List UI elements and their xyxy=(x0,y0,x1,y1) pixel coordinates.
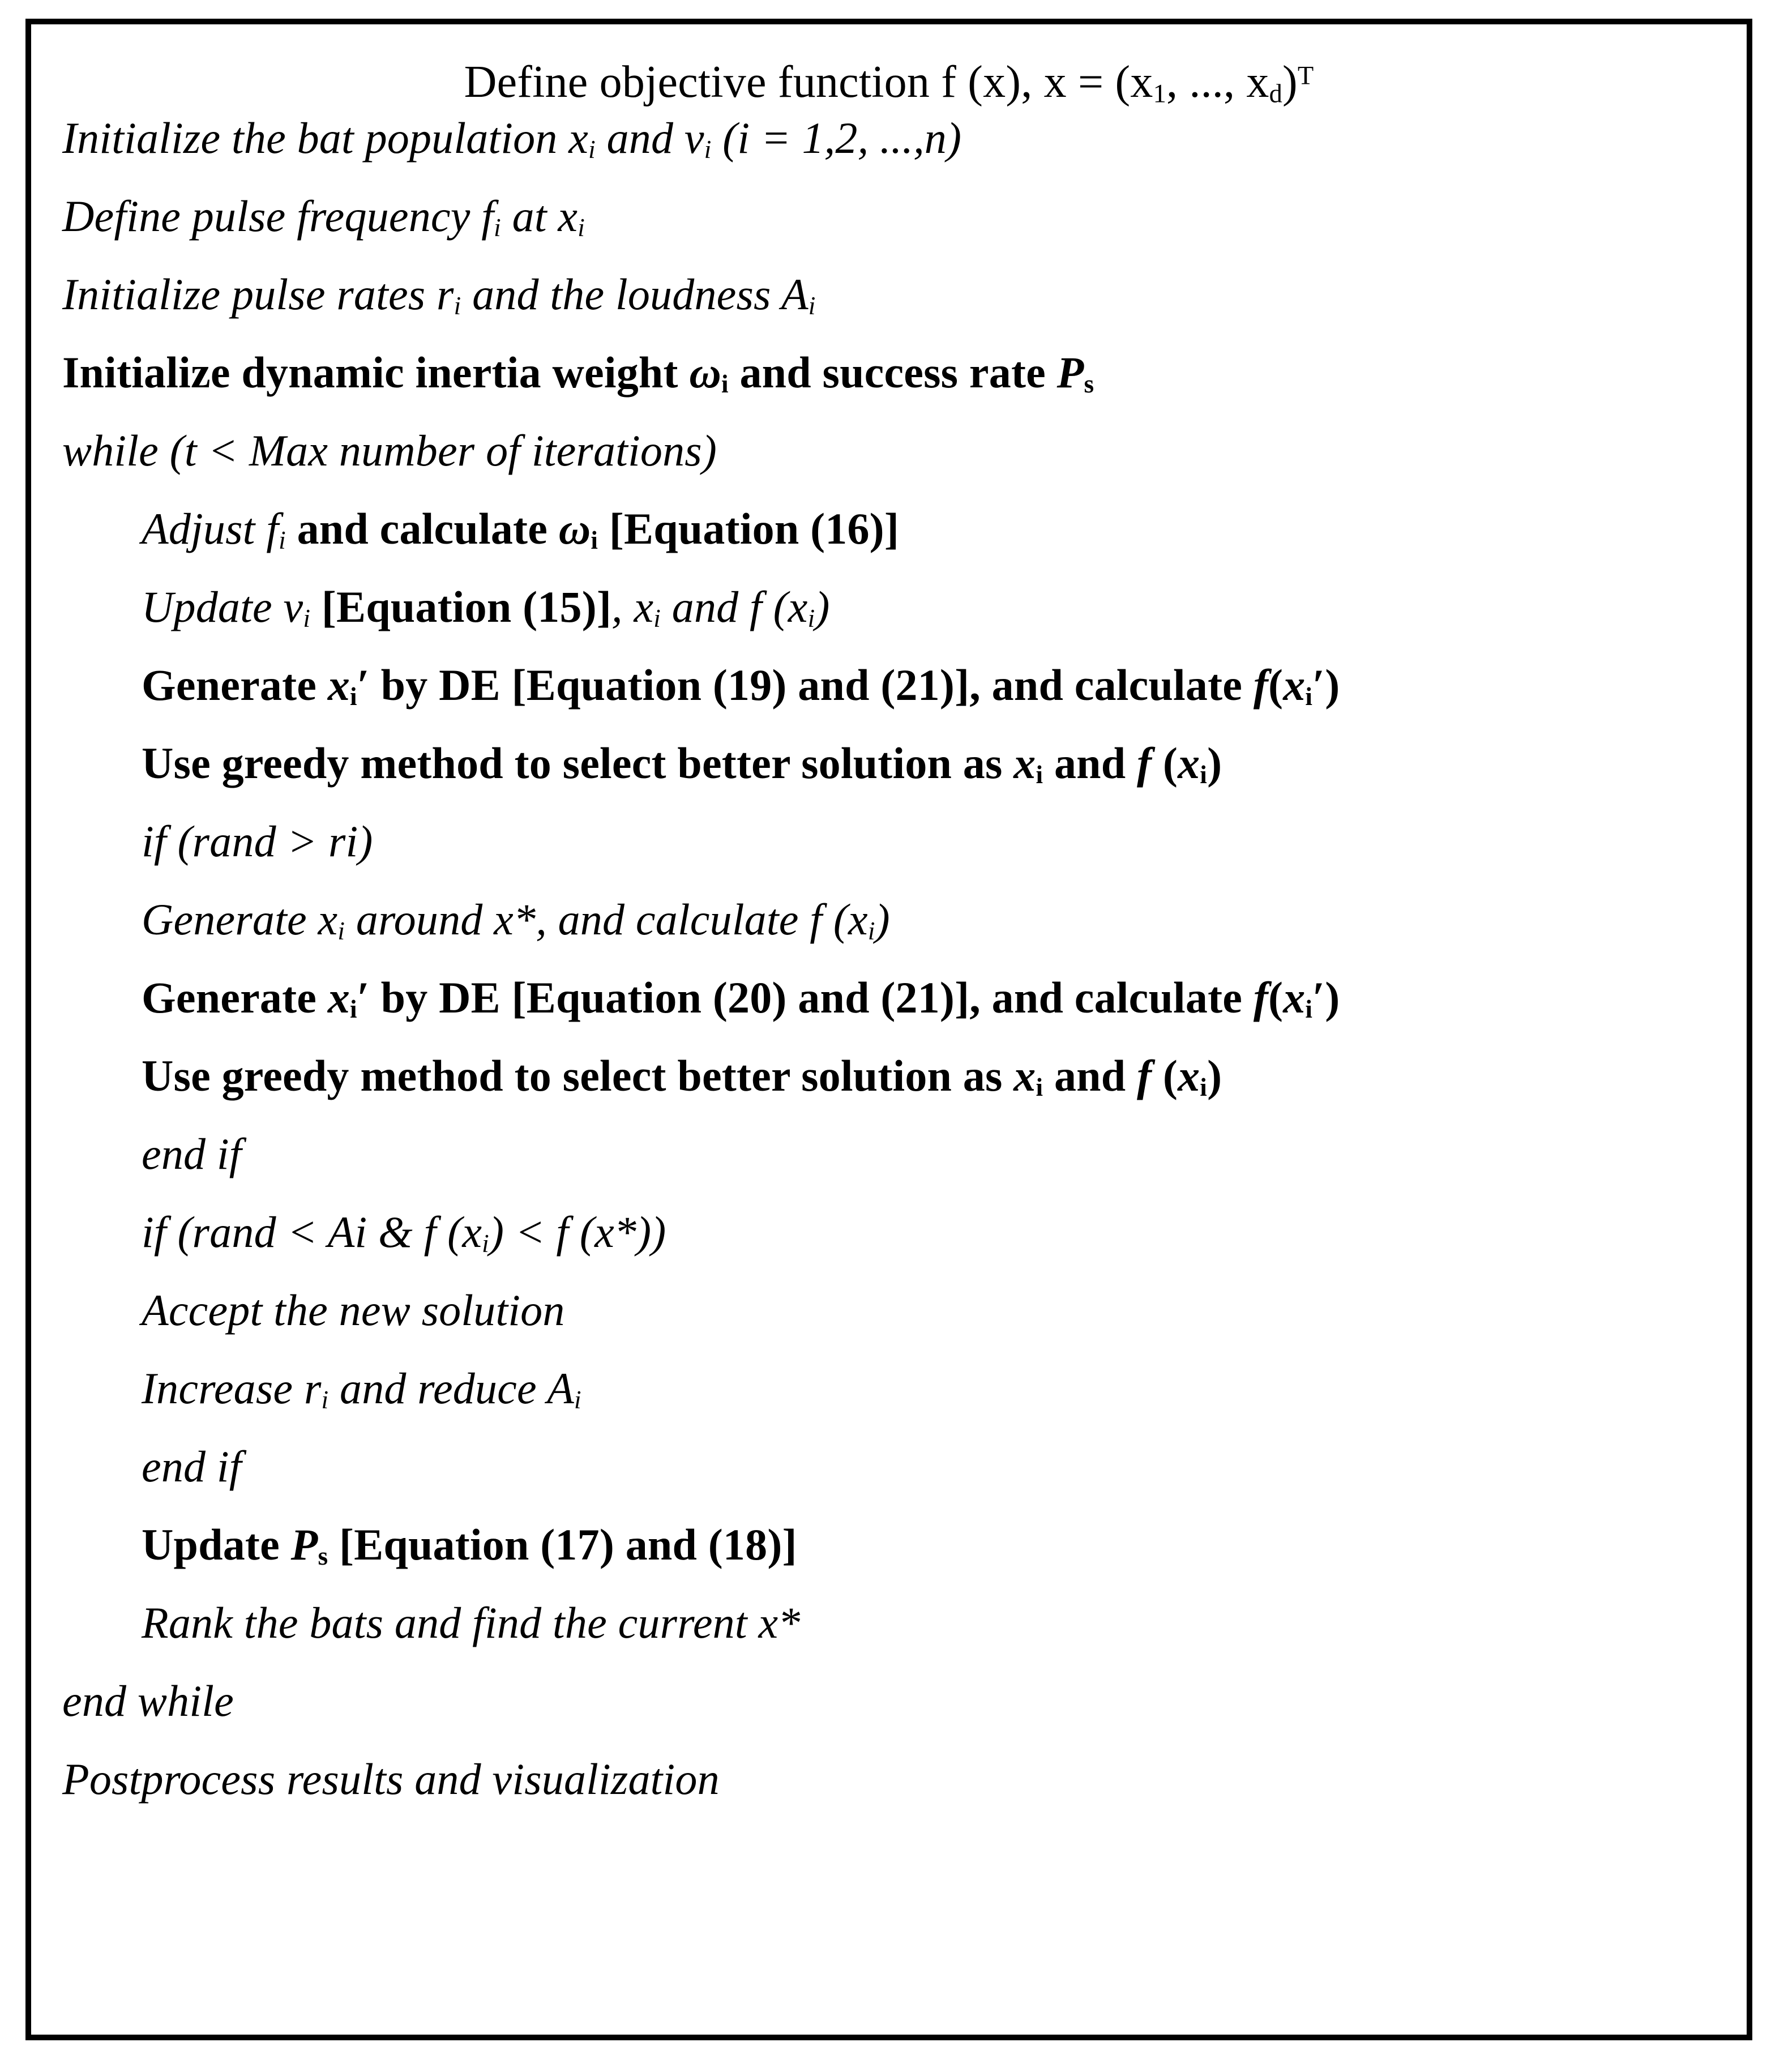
line-accept-new-solution: Accept the new solution xyxy=(142,1285,565,1335)
line-end-if-2: end if xyxy=(142,1442,242,1491)
pseudocode-title-line xyxy=(31,57,1747,109)
line-init-pulse-rates: Initialize pulse rates $r_i$ and the loudness $A_i$ xyxy=(62,270,816,321)
algorithm-pseudocode-body xyxy=(31,24,1747,2035)
line-update-ps: Update $P_s$ [Equation (17) and (18)] xyxy=(142,1520,797,1571)
line-generate-de-19-21: Generate $x_i'$ by DE [Equation (19) and (21)], and calculate $f(x_i')$ xyxy=(142,660,1340,711)
line-update-vi: Update $v_i$ [Equation (15)], $x_i$ and f $(x_i)$ xyxy=(142,582,830,633)
line-generate-around-xstar: Generate $x_i$ around x*, and calculate f $(x_i)$ xyxy=(142,895,890,946)
line-greedy-select-1: Use greedy method to select better solution as $x_i$ and f $(x_i)$ xyxy=(142,738,1222,789)
line-while-loop: while (t < Max number of iterations) xyxy=(62,426,717,475)
line-if-rand-lt-ai: if (rand < Ai & f $(x_i) < f$ (x*)) xyxy=(142,1207,666,1258)
line-increase-ri-reduce-ai: Increase $r_i$ and reduce $A_i$ xyxy=(142,1364,581,1415)
title-sub-d: d xyxy=(1269,79,1282,109)
line-init-dynamic-inertia: Initialize dynamic inertia weight $\omega_i$ and success rate $P_s$ xyxy=(62,348,1094,399)
line-end-while: end while xyxy=(62,1676,234,1725)
line-rank-bats: Rank the bats and find the current x* xyxy=(142,1598,801,1647)
line-if-rand-gt-ri: if (rand > ri) xyxy=(142,817,373,866)
line-generate-de-20-21: Generate $x_i'$ by DE [Equation (20) and (21)], and calculate $f(x_i')$ xyxy=(142,973,1340,1024)
algorithm-figure-frame xyxy=(25,19,1752,2040)
line-greedy-select-2: Use greedy method to select better solution as $x_i$ and f $(x_i)$ xyxy=(142,1051,1222,1102)
line-postprocess: Postprocess results and visualization xyxy=(62,1754,720,1804)
title-sup-T: T xyxy=(1297,61,1314,91)
line-init-population: Initialize the bat population $x_i$ and $v_i$ (i = 1,2, ...,n) xyxy=(62,113,962,164)
line-define-pulse-frequency: Define pulse frequency $f_i$ at $x_i$ xyxy=(62,191,585,242)
title-sub-1: 1 xyxy=(1153,79,1166,109)
line-adjust-fi: Adjust $f_i$ and calculate $\omega_i$ [Equation (16)] xyxy=(142,504,900,555)
title-text: Define objective function f (x), $x = (x_1$, ..., $x_d)^T$ xyxy=(464,57,1314,109)
line-end-if-1: end if xyxy=(142,1129,242,1178)
